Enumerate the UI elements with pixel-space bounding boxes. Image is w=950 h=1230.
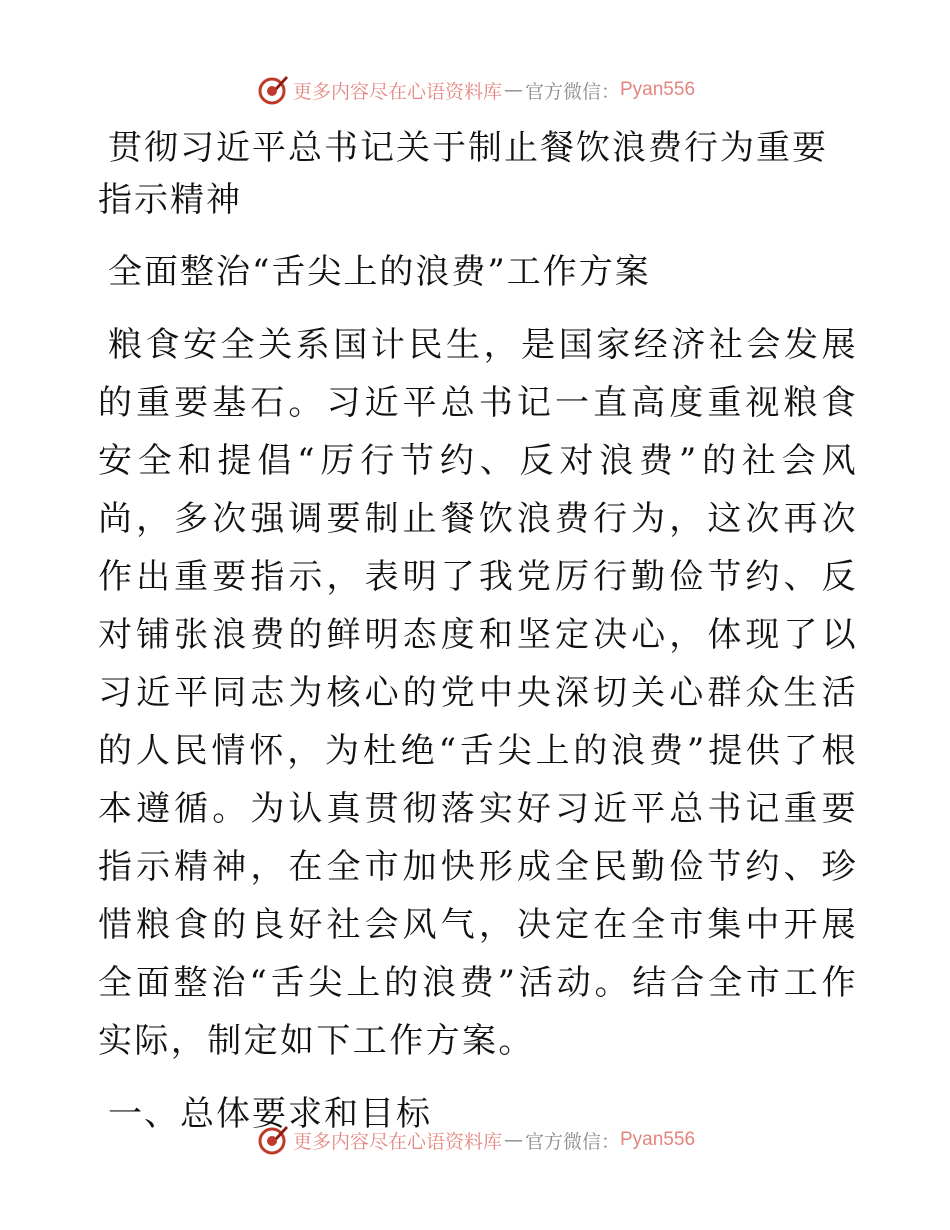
watermark-main-text: 更多内容尽在心语资料库: [292, 80, 502, 103]
section-heading: 一、总体要求和目标: [108, 1094, 432, 1134]
footer-watermark: [0, 1120, 950, 1160]
watermark-separator: —: [503, 1129, 523, 1151]
brand-logo-icon: [255, 1123, 289, 1157]
watermark-main-text: 更多内容尽在心语资料库: [292, 1130, 502, 1153]
document-body: [98, 122, 858, 1140]
watermark-separator: —: [503, 79, 523, 101]
document-subtitle: 全面整治“舌尖上的浪费”工作方案: [108, 252, 651, 292]
brand-logo-icon: [255, 73, 289, 107]
watermark-label: 官方微信：: [524, 80, 620, 103]
document-title: 贯彻习近平总书记关于制止餐饮浪费行为重要指示精神: [98, 128, 828, 220]
watermark-wechat-id: Pyan556: [620, 1129, 696, 1150]
header-watermark: [0, 70, 950, 110]
watermark-wechat-id: Pyan556: [620, 79, 696, 100]
watermark-label: 官方微信：: [524, 1130, 620, 1153]
intro-paragraph: 粮食安全关系国计民生，是国家经济社会发展的重要基石。习近平总书记一直高度重视粮食安全和提倡“厉行节约、反对浪费”的社会风尚，多次强调要制止餐饮浪费行为，这次再次作出重要指示，表明了我党厉行勤俭节约、反对铺张浪费的鲜明态度和坚定决心，体现了以习近平同志为核心的党中央深切关心群众生活的人民情怀，为杜绝“舌尖上的浪费”提供了根本遵循。为认真贯彻落实好习近平总书记重要指示精神，在全市加快形成全民勤俭节约、珍惜粮食的良好社会风气，决定在全市集中开展全面整治“舌尖上的浪费”活动。结合全市工作实际，制定如下工作方案。: [98, 325, 858, 1061]
